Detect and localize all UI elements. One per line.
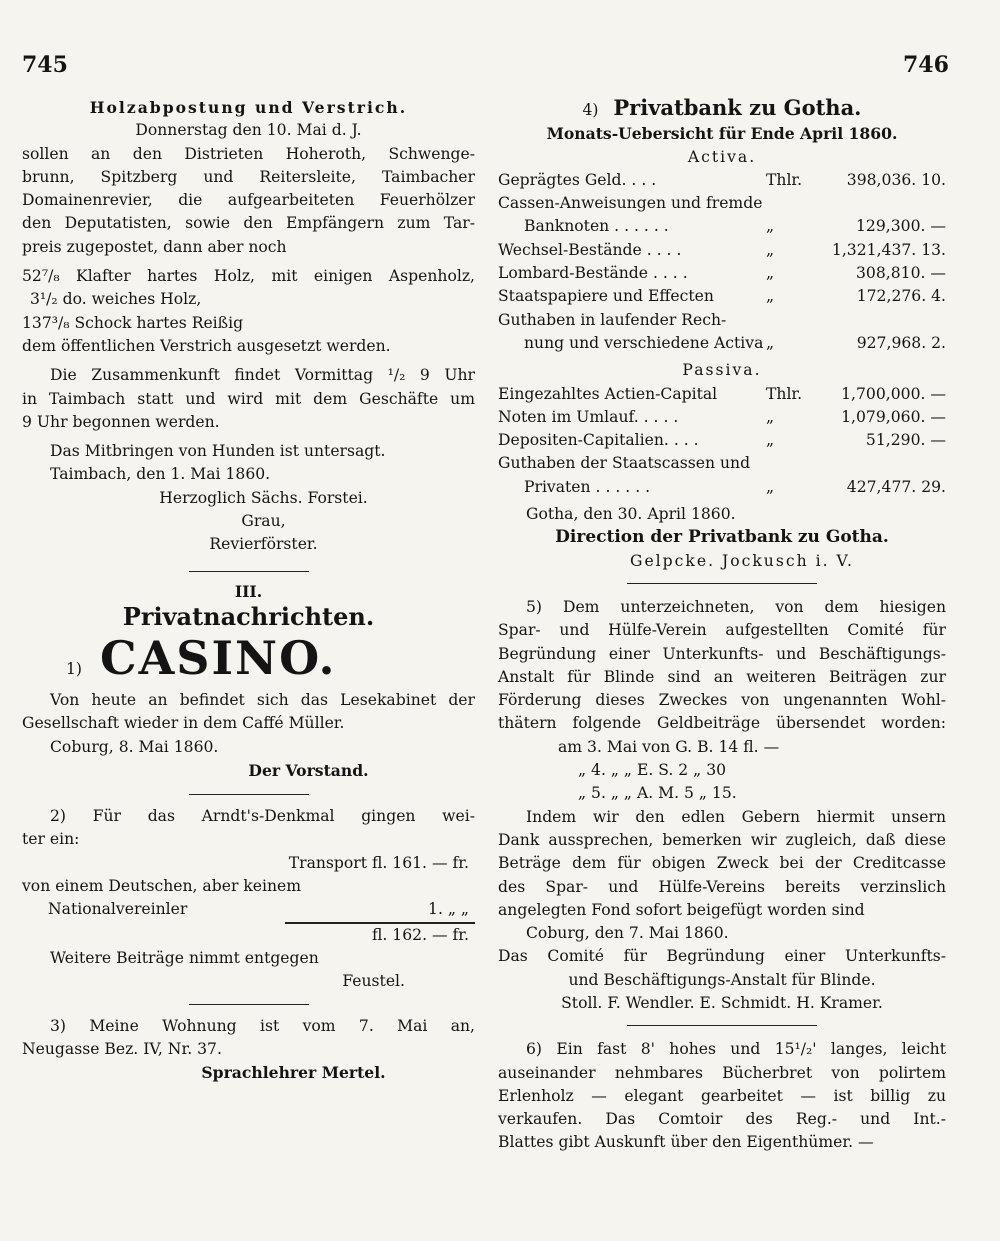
activa-amount: 172,276. 4. <box>856 287 946 306</box>
text-line: verkaufen. Das Comtoir des Reg.- und Int.- <box>498 1110 946 1129</box>
divider <box>189 794 309 795</box>
text-line: und Beschäftigungs-Anstalt für Blinde. <box>568 970 876 989</box>
activa-currency: „ <box>766 287 775 306</box>
dogs-notice: Das Mitbringen von Hunden ist untersagt. <box>50 442 386 461</box>
residence-signature: Sprachlehrer Mertel. <box>201 1063 386 1083</box>
activa-row <box>498 169 946 192</box>
section-title: Privatnachrichten. <box>122 601 375 631</box>
text-line: Neugasse Bez. IV, Nr. 37. <box>22 1039 222 1058</box>
passiva-label: Privaten . . . . . . <box>524 477 651 496</box>
passiva-row <box>498 429 946 452</box>
text-line: Dank aussprechen, bemerken wir zugleich, daß diese <box>498 830 946 849</box>
text-line: Das Comité für Begründung einer Unterkunfts- <box>498 947 946 966</box>
text-line: thätern folgende Geldbeiträge übersendet worden: <box>498 714 946 733</box>
activa-currency: „ <box>766 264 775 283</box>
text-line: den Deputatisten, sowie den Empfängern zum Tar- <box>22 214 475 233</box>
right-column <box>498 96 946 1155</box>
activa-row <box>498 285 946 308</box>
text-line: Gesellschaft wieder in dem Caffé Müller. <box>22 714 345 733</box>
committee-signatures: Stoll. F. Wendler. E. Schmidt. H. Kramer. <box>561 993 883 1012</box>
activa-label: Wechsel-Bestände . . . . <box>498 240 682 259</box>
activa-row <box>498 309 946 332</box>
text-line: Von heute an befindet sich das Lesekabinet der <box>50 690 475 709</box>
casino-signature: Der Vorstand. <box>248 760 369 780</box>
text-line: Beträge dem für obigen Zweck bei der Creditcasse <box>498 854 946 873</box>
passiva-amount: 1,700,000. — <box>841 384 946 403</box>
text-line: in Taimbach statt und wird mit dem Geschäfte um <box>22 389 475 408</box>
text-line: Die Zusammenkunft findet Vormittag ¹/₂ 9 Uhr <box>50 366 475 385</box>
bank-subtitle: Monats-Uebersicht für Ende April 1860. <box>546 124 898 144</box>
divider <box>189 1004 309 1005</box>
activa-row <box>498 215 946 238</box>
passiva-row <box>498 406 946 429</box>
left-column <box>22 96 475 1084</box>
text-line: sollen an den Distrieten Hoheroth, Schwenge- <box>22 144 475 163</box>
activa-heading: Activa. <box>687 147 757 166</box>
activa-currency: „ <box>766 333 775 352</box>
passiva-currency: Thlr. <box>766 384 803 403</box>
office-signature: Herzoglich Sächs. Forstei. <box>159 488 368 507</box>
text-line: von einem Deutschen, aber keinem <box>22 877 302 896</box>
activa-row <box>498 239 946 262</box>
bank-signature: Gelpcke. Jockusch i. V. <box>630 551 854 570</box>
activa-amount: 308,810. — <box>856 264 946 283</box>
donation-row <box>22 898 475 921</box>
bank-date: Gotha, den 30. April 1860. <box>526 505 736 524</box>
casino-number: 1) <box>66 659 83 678</box>
text-line: Spar- und Hülfe-Verein aufgestellten Comité für <box>498 621 946 640</box>
text-line: Begründung einer Unterkunfts- und Beschäftigungs- <box>498 644 946 663</box>
place-date: Coburg, den 7. Mai 1860. <box>526 924 729 943</box>
passiva-table <box>498 383 946 499</box>
contribution-row: „ 4. „ „ E. S. 2 „ 30 <box>578 761 727 780</box>
timber-sale-date: Donnerstag den 10. Mai d. J. <box>135 121 362 140</box>
divider <box>627 583 817 584</box>
place-date: Coburg, 8. Mai 1860. <box>50 737 219 756</box>
divider <box>189 571 309 572</box>
activa-row <box>498 192 946 215</box>
text-line: auseinander nehmbares Bücherbret von polirtem <box>498 1063 946 1082</box>
passiva-amount: 427,477. 29. <box>846 477 946 496</box>
passiva-label: Noten im Umlauf. . . . . <box>498 407 679 426</box>
bank-title: Privatbank zu Gotha. <box>613 95 862 120</box>
activa-currency: „ <box>766 240 775 259</box>
casino-title: CASINO. <box>100 630 337 685</box>
text-line: 2) Für das Arndt's-Denkmal gingen wei- <box>50 807 475 826</box>
timber-item: 137³/₈ Schock hartes Reißig <box>22 313 244 332</box>
text-line: 6) Ein fast 8' hohes und 15¹/₂' langes, leicht <box>526 1040 946 1059</box>
text-line: Förderung dieses Zweckes von ungenannten Wohl- <box>498 691 946 710</box>
contribution-row: am 3. Mai von G. B. 14 fl. — <box>558 737 780 756</box>
activa-label: Guthaben in laufender Rech- <box>498 310 727 329</box>
text-line: Domainenrevier, die aufgearbeiteten Feuerhölzer <box>22 191 475 210</box>
passiva-row <box>498 383 946 406</box>
passiva-label: Eingezahltes Actien-Capital <box>498 384 718 403</box>
activa-label: Banknoten . . . . . . <box>524 217 669 236</box>
text-line: des Spar- und Hülfe-Vereins bereits verzinslich <box>498 877 946 896</box>
text-line: Indem wir den edlen Gebern hiermit unsern <box>526 807 946 826</box>
text-line: 5) Dem unterzeichneten, von dem hiesigen <box>526 597 946 616</box>
activa-amount: 927,968. 2. <box>856 333 946 352</box>
timber-sale-title: Holzabpostung und Verstrich. <box>89 98 408 117</box>
timber-item: 52⁷/₈ Klafter hartes Holz, mit einigen Aspenholz, <box>22 267 475 286</box>
timber-item: 3¹/₂ do. weiches Holz, <box>30 290 202 309</box>
text-line: Nationalvereinler <box>48 900 188 919</box>
divider <box>627 1025 817 1026</box>
text-line: angelegten Fond sofort beigefügt worden sind <box>498 900 865 919</box>
signature-role: Revierförster. <box>209 535 318 554</box>
sum-line: fl. 162. — fr. <box>371 925 469 944</box>
text-line: 3) Meine Wohnung ist vom 7. Mai an, <box>50 1016 475 1035</box>
activa-label: nung und verschiedene Activa <box>524 333 764 352</box>
text-line: Blattes gibt Auskunft über den Eigenthümer. — <box>498 1133 874 1152</box>
casino-heading <box>22 630 475 685</box>
activa-amount: 398,036. 10. <box>846 170 946 189</box>
text-line: Erlenholz — elegant gearbeitet — ist billig zu <box>498 1086 946 1105</box>
passiva-amount: 1,079,060. — <box>841 407 946 426</box>
text-line: ter ein: <box>22 830 80 849</box>
place-date: Taimbach, den 1. Mai 1860. <box>50 465 271 484</box>
text-line: 9 Uhr begonnen werden. <box>22 412 220 431</box>
passiva-row <box>498 452 946 475</box>
activa-amount: 129,300. — <box>856 217 946 236</box>
activa-row <box>498 262 946 285</box>
activa-currency: Thlr. <box>766 170 803 189</box>
text-line: dem öffentlichen Verstrich ausgesetzt werden. <box>22 336 391 355</box>
donation-amount: 1. „ „ <box>428 900 469 919</box>
section-number: III. <box>234 581 263 601</box>
contribution-row: „ 5. „ „ A. M. 5 „ 15. <box>578 784 737 803</box>
text-line: Weitere Beiträge nimmt entgegen <box>50 948 319 967</box>
activa-label: Cassen-Anweisungen und fremde <box>498 194 763 213</box>
page-number-left: 745 <box>22 52 68 78</box>
passiva-currency: „ <box>766 407 775 426</box>
transport-line: Transport fl. 161. — fr. <box>288 853 469 872</box>
passiva-heading: Passiva. <box>682 361 762 380</box>
passiva-label: Guthaben der Staatscassen und <box>498 454 751 473</box>
donation-signature: Feustel. <box>342 972 405 991</box>
bank-heading <box>498 96 946 122</box>
passiva-amount: 51,290. — <box>865 431 946 450</box>
activa-label: Staatspapiere und Effecten <box>498 287 714 306</box>
signature-name: Grau, <box>241 512 286 531</box>
passiva-row <box>498 476 946 499</box>
passiva-currency: „ <box>766 477 775 496</box>
text-line: preis zugepostet, dann aber noch <box>22 237 287 256</box>
page-number-right: 746 <box>903 52 949 78</box>
activa-currency: „ <box>766 217 775 236</box>
text-line: Anstalt für Blinde sind an weiteren Beiträgen zur <box>498 667 946 686</box>
activa-row <box>498 332 946 355</box>
text-line: brunn, Spitzberg und Reitersleite, Taimbacher <box>22 167 475 186</box>
passiva-label: Depositen-Capitalien. . . . <box>498 431 699 450</box>
activa-table <box>498 169 946 355</box>
passiva-currency: „ <box>766 431 775 450</box>
bank-number: 4) <box>582 101 599 119</box>
activa-label: Lombard-Bestände . . . . <box>498 264 688 283</box>
activa-amount: 1,321,437. 13. <box>831 240 946 259</box>
bank-direction: Direction der Privatbank zu Gotha. <box>555 527 889 548</box>
activa-label: Geprägtes Geld. . . . <box>498 170 657 189</box>
